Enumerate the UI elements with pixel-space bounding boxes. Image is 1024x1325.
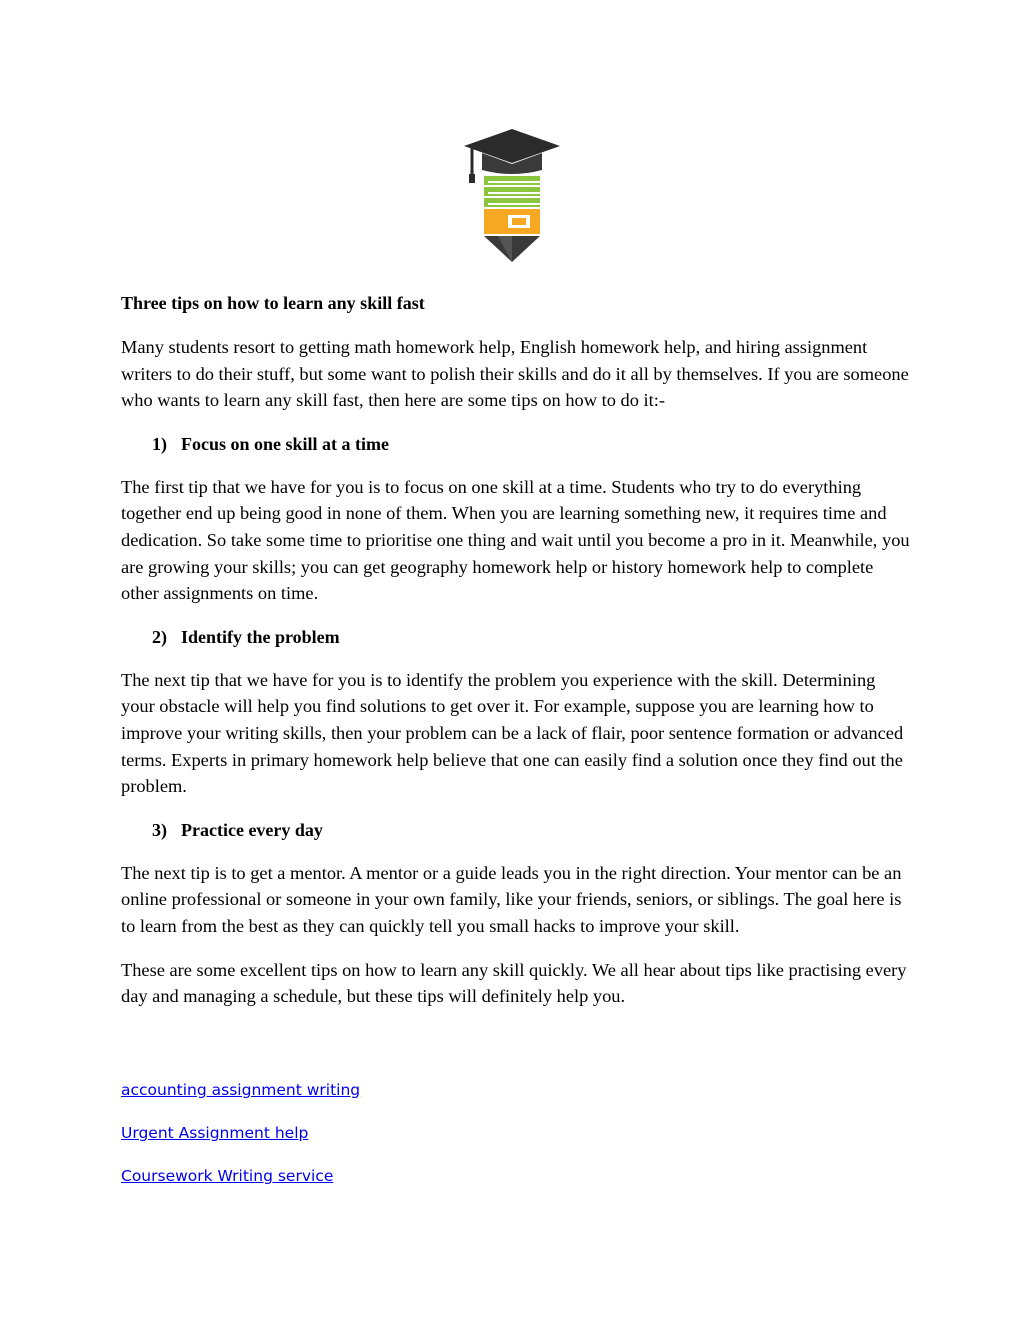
section-number: 2) [152, 626, 167, 647]
section-paragraph: The next tip that we have for you is to identify the problem you experience with the skill. Determining your obstacle will help you find solutions to get over it. For example, suppose you are learning how to improve your writing skills, then your problem can be a lack of flair, poor sentence formation or advanced terms. Experts in primary homework help believe that one can easily find a solution once they find out the problem. [121, 669, 904, 797]
section-paragraph: The next tip is to get a mentor. A mentor or a guide leads you in the right direction. Your mentor can be an online professional or someone in your own family, like your friends, seniors, or siblings. The goal here is to learn from the best as they can quickly tell you small hacks to improve your skill. [121, 862, 902, 936]
section-heading [121, 624, 911, 650]
section-heading-text: Identify the problem [181, 626, 340, 647]
section-paragraph: The first tip that we have for you is to focus on one skill at a time. Students who try to do everything together end up being good in none of them. When you are learning something new, it requires time and dedication. So take some time to prioritise one thing and wait until you become a pro in it. Meanwhile, you are growing your skills; you can get geography homework help or history homework help to complete other assignments on time. [121, 476, 910, 604]
link-coursework-writing-service[interactable]: Coursework Writing service [121, 1167, 334, 1185]
intro-paragraph: Many students resort to getting math homework help, English homework help, and hiring assignment writers to do their stuff, but some want to polish their skills and do it all by themselves. If you are someone who wants to learn any skill fast, then here are some tips on how to do it:- [121, 337, 909, 411]
section-heading [121, 817, 911, 843]
closing-paragraph: These are some excellent tips on how to learn any skill quickly. We all hear about tips like practising every day and managing a schedule, but these tips will definitely help you. [121, 959, 907, 1007]
section-heading [121, 431, 911, 457]
document-title: Three tips on how to learn any skill fast [121, 293, 425, 313]
section-heading-text: Focus on one skill at a time [181, 433, 390, 454]
section-number: 1) [152, 433, 167, 454]
section-number: 3) [152, 819, 167, 840]
graduation-cap-pencil-books-icon [460, 126, 564, 264]
link-list [121, 1078, 360, 1207]
document-body [121, 290, 911, 1027]
link-urgent-assignment-help[interactable]: Urgent Assignment help [121, 1124, 309, 1142]
link-accounting-assignment-writing[interactable]: accounting assignment writing [121, 1081, 361, 1099]
section-heading-text: Practice every day [181, 819, 323, 840]
